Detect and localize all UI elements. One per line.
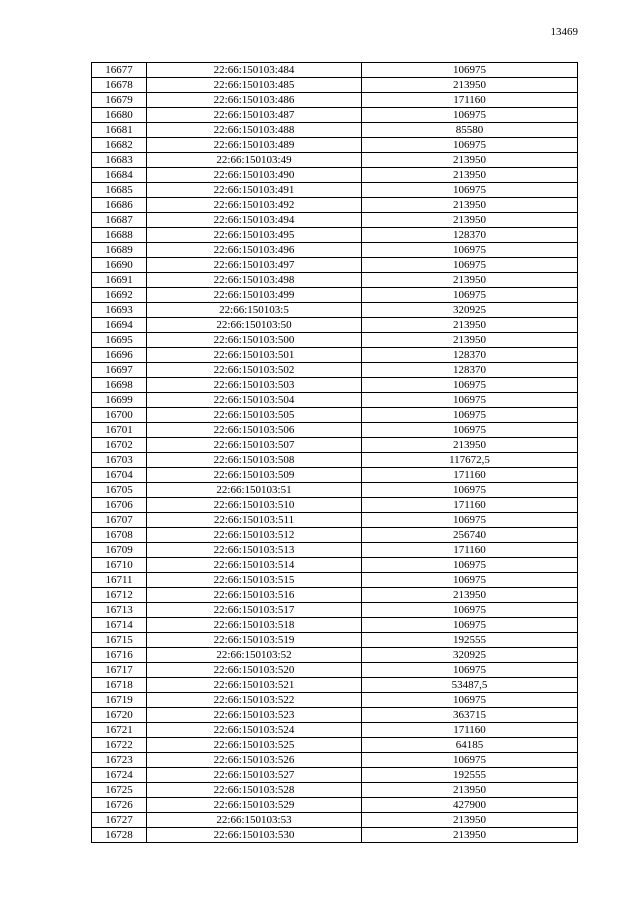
- table-row: [92, 378, 578, 393]
- row-number-cell: 16699: [92, 393, 147, 408]
- table-row: [92, 183, 578, 198]
- value-cell: 106975: [362, 558, 578, 573]
- row-number-cell: 16712: [92, 588, 147, 603]
- value-cell: 192555: [362, 768, 578, 783]
- row-number-cell: 16710: [92, 558, 147, 573]
- table-row: [92, 93, 578, 108]
- value-cell: 106975: [362, 483, 578, 498]
- cadastral-number-cell: 22:66:150103:485: [147, 78, 362, 93]
- table-row: [92, 288, 578, 303]
- value-cell: 106975: [362, 618, 578, 633]
- value-cell: 53487,5: [362, 678, 578, 693]
- value-cell: 106975: [362, 663, 578, 678]
- value-cell: 256740: [362, 528, 578, 543]
- value-cell: 213950: [362, 153, 578, 168]
- value-cell: 213950: [362, 273, 578, 288]
- value-cell: 320925: [362, 648, 578, 663]
- row-number-cell: 16700: [92, 408, 147, 423]
- value-cell: 171160: [362, 543, 578, 558]
- table-row: [92, 558, 578, 573]
- value-cell: 213950: [362, 168, 578, 183]
- table-row: [92, 138, 578, 153]
- value-cell: 85580: [362, 123, 578, 138]
- row-number-cell: 16685: [92, 183, 147, 198]
- cadastral-number-cell: 22:66:150103:509: [147, 468, 362, 483]
- value-cell: 106975: [362, 693, 578, 708]
- row-number-cell: 16687: [92, 213, 147, 228]
- cadastral-number-cell: 22:66:150103:496: [147, 243, 362, 258]
- table-row: [92, 78, 578, 93]
- table-row: [92, 408, 578, 423]
- table-row: [92, 63, 578, 78]
- row-number-cell: 16709: [92, 543, 147, 558]
- row-number-cell: 16686: [92, 198, 147, 213]
- row-number-cell: 16701: [92, 423, 147, 438]
- cadastral-number-cell: 22:66:150103:502: [147, 363, 362, 378]
- table-row: [92, 693, 578, 708]
- row-number-cell: 16722: [92, 738, 147, 753]
- cadastral-number-cell: 22:66:150103:484: [147, 63, 362, 78]
- table-row: [92, 153, 578, 168]
- row-number-cell: 16707: [92, 513, 147, 528]
- row-number-cell: 16713: [92, 603, 147, 618]
- table-row: [92, 393, 578, 408]
- row-number-cell: 16723: [92, 753, 147, 768]
- cadastral-number-cell: 22:66:150103:494: [147, 213, 362, 228]
- row-number-cell: 16728: [92, 828, 147, 843]
- table-row: [92, 648, 578, 663]
- value-cell: 128370: [362, 228, 578, 243]
- value-cell: 106975: [362, 183, 578, 198]
- table-row: [92, 318, 578, 333]
- table-row: [92, 513, 578, 528]
- table-row: [92, 618, 578, 633]
- cadastral-number-cell: 22:66:150103:50: [147, 318, 362, 333]
- table-row: [92, 528, 578, 543]
- value-cell: 171160: [362, 468, 578, 483]
- table-body: [92, 63, 578, 843]
- row-number-cell: 16706: [92, 498, 147, 513]
- cadastral-number-cell: 22:66:150103:498: [147, 273, 362, 288]
- row-number-cell: 16680: [92, 108, 147, 123]
- table-row: [92, 198, 578, 213]
- value-cell: 192555: [362, 633, 578, 648]
- row-number-cell: 16688: [92, 228, 147, 243]
- cadastral-number-cell: 22:66:150103:529: [147, 798, 362, 813]
- cadastral-number-cell: 22:66:150103:49: [147, 153, 362, 168]
- value-cell: 213950: [362, 198, 578, 213]
- value-cell: 106975: [362, 288, 578, 303]
- data-table: [91, 62, 578, 843]
- cadastral-number-cell: 22:66:150103:523: [147, 708, 362, 723]
- cadastral-number-cell: 22:66:150103:507: [147, 438, 362, 453]
- value-cell: 106975: [362, 378, 578, 393]
- table-row: [92, 333, 578, 348]
- value-cell: 363715: [362, 708, 578, 723]
- row-number-cell: 16689: [92, 243, 147, 258]
- row-number-cell: 16695: [92, 333, 147, 348]
- cadastral-number-cell: 22:66:150103:517: [147, 603, 362, 618]
- value-cell: 171160: [362, 498, 578, 513]
- cadastral-number-cell: 22:66:150103:506: [147, 423, 362, 438]
- table-row: [92, 753, 578, 768]
- cadastral-number-cell: 22:66:150103:530: [147, 828, 362, 843]
- row-number-cell: 16727: [92, 813, 147, 828]
- cadastral-number-cell: 22:66:150103:515: [147, 573, 362, 588]
- row-number-cell: 16696: [92, 348, 147, 363]
- cadastral-number-cell: 22:66:150103:508: [147, 453, 362, 468]
- row-number-cell: 16702: [92, 438, 147, 453]
- value-cell: 128370: [362, 348, 578, 363]
- row-number-cell: 16682: [92, 138, 147, 153]
- table-row: [92, 723, 578, 738]
- cadastral-number-cell: 22:66:150103:516: [147, 588, 362, 603]
- table-row: [92, 243, 578, 258]
- cadastral-number-cell: 22:66:150103:513: [147, 543, 362, 558]
- row-number-cell: 16724: [92, 768, 147, 783]
- value-cell: 106975: [362, 258, 578, 273]
- row-number-cell: 16715: [92, 633, 147, 648]
- table-row: [92, 573, 578, 588]
- value-cell: 106975: [362, 108, 578, 123]
- table-row: [92, 738, 578, 753]
- row-number-cell: 16690: [92, 258, 147, 273]
- row-number-cell: 16716: [92, 648, 147, 663]
- cadastral-number-cell: 22:66:150103:489: [147, 138, 362, 153]
- row-number-cell: 16694: [92, 318, 147, 333]
- cadastral-number-cell: 22:66:150103:501: [147, 348, 362, 363]
- data-table-container: [91, 62, 578, 843]
- table-row: [92, 363, 578, 378]
- row-number-cell: 16683: [92, 153, 147, 168]
- table-row: [92, 348, 578, 363]
- table-row: [92, 543, 578, 558]
- cadastral-number-cell: 22:66:150103:521: [147, 678, 362, 693]
- table-row: [92, 708, 578, 723]
- cadastral-number-cell: 22:66:150103:524: [147, 723, 362, 738]
- cadastral-number-cell: 22:66:150103:528: [147, 783, 362, 798]
- value-cell: 106975: [362, 603, 578, 618]
- value-cell: 213950: [362, 813, 578, 828]
- cadastral-number-cell: 22:66:150103:490: [147, 168, 362, 183]
- table-row: [92, 438, 578, 453]
- cadastral-number-cell: 22:66:150103:492: [147, 198, 362, 213]
- cadastral-number-cell: 22:66:150103:499: [147, 288, 362, 303]
- table-row: [92, 498, 578, 513]
- row-number-cell: 16721: [92, 723, 147, 738]
- value-cell: 213950: [362, 783, 578, 798]
- cadastral-number-cell: 22:66:150103:487: [147, 108, 362, 123]
- value-cell: 106975: [362, 63, 578, 78]
- table-row: [92, 108, 578, 123]
- row-number-cell: 16718: [92, 678, 147, 693]
- cadastral-number-cell: 22:66:150103:500: [147, 333, 362, 348]
- table-row: [92, 483, 578, 498]
- cadastral-number-cell: 22:66:150103:488: [147, 123, 362, 138]
- table-row: [92, 213, 578, 228]
- row-number-cell: 16708: [92, 528, 147, 543]
- cadastral-number-cell: 22:66:150103:527: [147, 768, 362, 783]
- table-row: [92, 228, 578, 243]
- row-number-cell: 16691: [92, 273, 147, 288]
- table-row: [92, 603, 578, 618]
- table-row: [92, 453, 578, 468]
- page-number: 13469: [550, 26, 578, 38]
- row-number-cell: 16684: [92, 168, 147, 183]
- cadastral-number-cell: 22:66:150103:505: [147, 408, 362, 423]
- table-row: [92, 423, 578, 438]
- table-row: [92, 303, 578, 318]
- cadastral-number-cell: 22:66:150103:495: [147, 228, 362, 243]
- value-cell: 106975: [362, 393, 578, 408]
- value-cell: 64185: [362, 738, 578, 753]
- value-cell: 106975: [362, 408, 578, 423]
- row-number-cell: 16681: [92, 123, 147, 138]
- table-row: [92, 663, 578, 678]
- value-cell: 106975: [362, 423, 578, 438]
- value-cell: 213950: [362, 78, 578, 93]
- cadastral-number-cell: 22:66:150103:503: [147, 378, 362, 393]
- cadastral-number-cell: 22:66:150103:518: [147, 618, 362, 633]
- cadastral-number-cell: 22:66:150103:519: [147, 633, 362, 648]
- table-row: [92, 783, 578, 798]
- row-number-cell: 16678: [92, 78, 147, 93]
- row-number-cell: 16720: [92, 708, 147, 723]
- value-cell: 106975: [362, 573, 578, 588]
- cadastral-number-cell: 22:66:150103:497: [147, 258, 362, 273]
- table-row: [92, 168, 578, 183]
- table-row: [92, 828, 578, 843]
- cadastral-number-cell: 22:66:150103:504: [147, 393, 362, 408]
- value-cell: 171160: [362, 93, 578, 108]
- cadastral-number-cell: 22:66:150103:486: [147, 93, 362, 108]
- row-number-cell: 16677: [92, 63, 147, 78]
- row-number-cell: 16698: [92, 378, 147, 393]
- table-row: [92, 123, 578, 138]
- cadastral-number-cell: 22:66:150103:526: [147, 753, 362, 768]
- value-cell: 213950: [362, 588, 578, 603]
- cadastral-number-cell: 22:66:150103:514: [147, 558, 362, 573]
- row-number-cell: 16717: [92, 663, 147, 678]
- row-number-cell: 16719: [92, 693, 147, 708]
- value-cell: 213950: [362, 828, 578, 843]
- value-cell: 106975: [362, 138, 578, 153]
- cadastral-number-cell: 22:66:150103:53: [147, 813, 362, 828]
- row-number-cell: 16705: [92, 483, 147, 498]
- table-row: [92, 813, 578, 828]
- table-row: [92, 588, 578, 603]
- value-cell: 213950: [362, 213, 578, 228]
- table-row: [92, 258, 578, 273]
- row-number-cell: 16725: [92, 783, 147, 798]
- table-row: [92, 468, 578, 483]
- row-number-cell: 16714: [92, 618, 147, 633]
- value-cell: 171160: [362, 723, 578, 738]
- row-number-cell: 16726: [92, 798, 147, 813]
- row-number-cell: 16703: [92, 453, 147, 468]
- row-number-cell: 16711: [92, 573, 147, 588]
- cadastral-number-cell: 22:66:150103:51: [147, 483, 362, 498]
- cadastral-number-cell: 22:66:150103:491: [147, 183, 362, 198]
- value-cell: 213950: [362, 438, 578, 453]
- value-cell: 213950: [362, 318, 578, 333]
- row-number-cell: 16679: [92, 93, 147, 108]
- cadastral-number-cell: 22:66:150103:525: [147, 738, 362, 753]
- cadastral-number-cell: 22:66:150103:520: [147, 663, 362, 678]
- value-cell: 117672,5: [362, 453, 578, 468]
- cadastral-number-cell: 22:66:150103:512: [147, 528, 362, 543]
- cadastral-number-cell: 22:66:150103:510: [147, 498, 362, 513]
- value-cell: 106975: [362, 753, 578, 768]
- table-row: [92, 768, 578, 783]
- cadastral-number-cell: 22:66:150103:5: [147, 303, 362, 318]
- value-cell: 427900: [362, 798, 578, 813]
- value-cell: 213950: [362, 333, 578, 348]
- row-number-cell: 16692: [92, 288, 147, 303]
- value-cell: 320925: [362, 303, 578, 318]
- table-row: [92, 633, 578, 648]
- row-number-cell: 16704: [92, 468, 147, 483]
- table-row: [92, 678, 578, 693]
- value-cell: 106975: [362, 243, 578, 258]
- cadastral-number-cell: 22:66:150103:522: [147, 693, 362, 708]
- value-cell: 106975: [362, 513, 578, 528]
- table-row: [92, 798, 578, 813]
- row-number-cell: 16693: [92, 303, 147, 318]
- table-row: [92, 273, 578, 288]
- cadastral-number-cell: 22:66:150103:52: [147, 648, 362, 663]
- value-cell: 128370: [362, 363, 578, 378]
- row-number-cell: 16697: [92, 363, 147, 378]
- cadastral-number-cell: 22:66:150103:511: [147, 513, 362, 528]
